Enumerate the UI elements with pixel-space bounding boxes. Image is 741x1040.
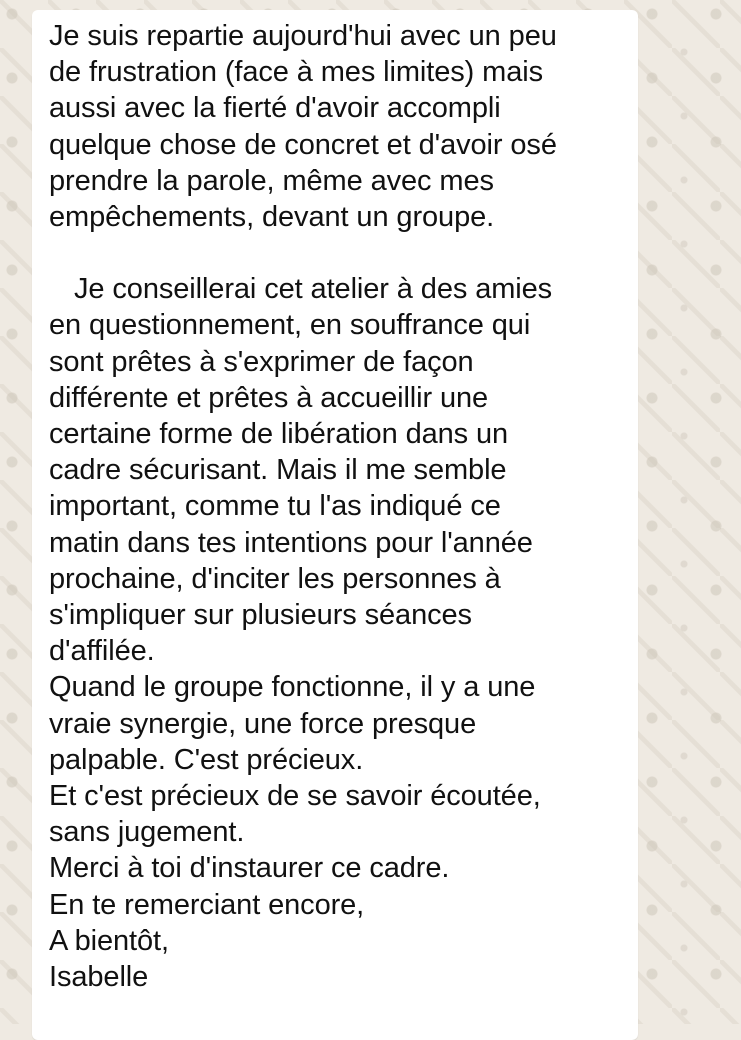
message-paragraph-2: Je conseillerai cet atelier à des amies en questionnement, en souffrance qui sont prêtes à s'exprimer de façon différente et prêtes à accueillir une certaine forme de libération dans un cadre sécurisant. Mais il me semble important, comme tu l'as indiqué ce matin dans tes intentions pour l'année prochaine, d'inciter les personnes à s'impliquer sur plusieurs séances d'affilée. Quand le groupe fonctionne, il y a une vraie synergie, une force presque palpable. C'est précieux. Et c'est précieux de se savoir écoutée, sans jugement. Merci à toi d'instaurer ce cadre. En te remerciant encore, A bientôt, Isabelle — [49, 273, 553, 994]
message-paragraph-1: Je suis repartie aujourd'hui avec un peu de frustration (face à mes limites) mais aussi avec la fierté d'avoir accompli quelque chose de concret et d'avoir osé prendre la parole, même avec mes empêchements, devant un groupe. — [49, 20, 557, 234]
message-bubble[interactable] — [32, 10, 638, 1040]
paragraph-spacer — [49, 235, 638, 271]
